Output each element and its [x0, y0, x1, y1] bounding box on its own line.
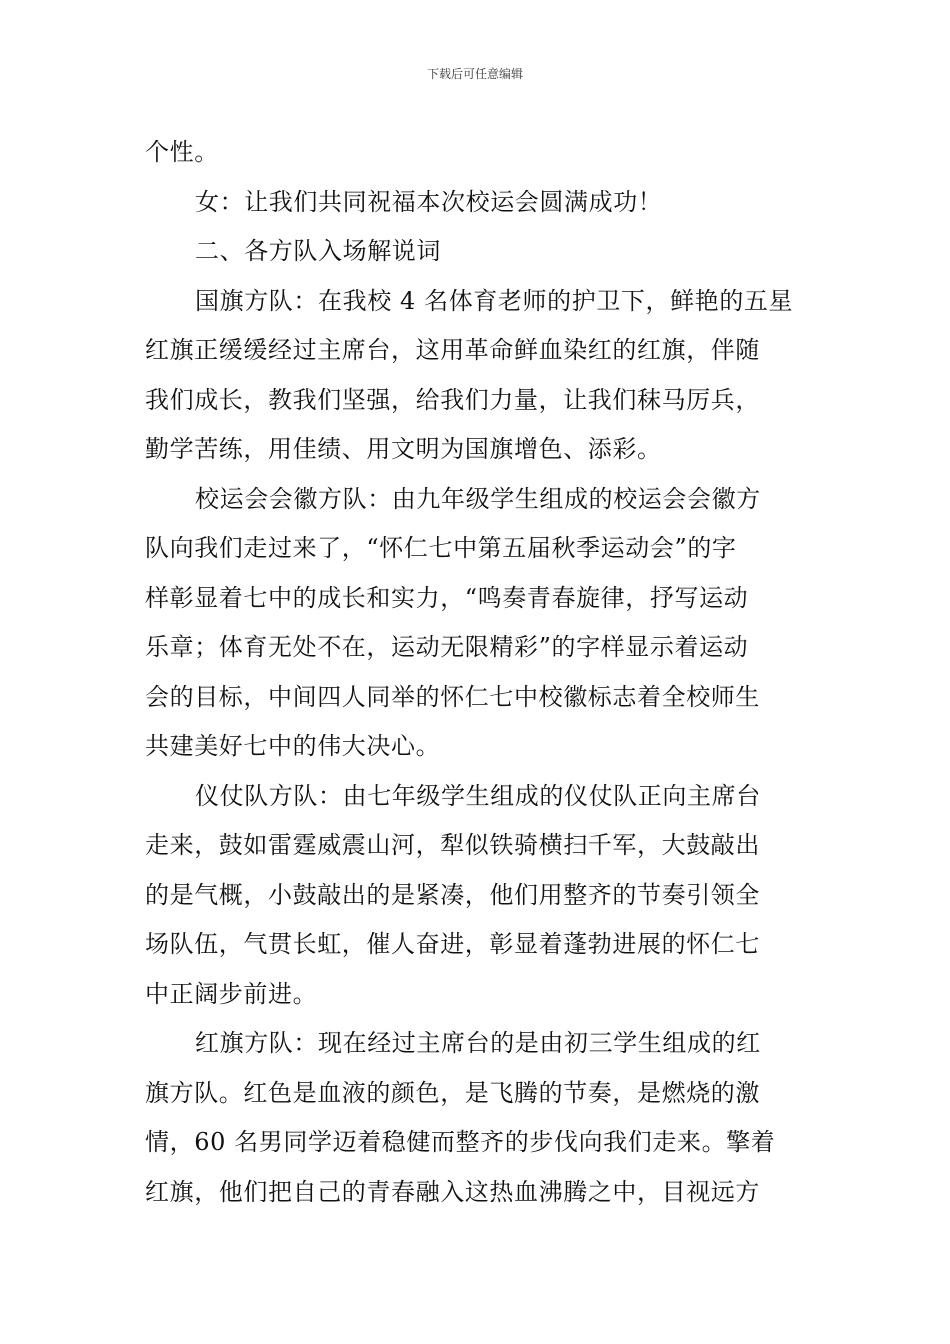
text-line: 共建美好七中的伟大决心。: [145, 732, 441, 760]
text-line: 红旗，他们把自己的青春融入这热血沸腾之中，目视远方: [145, 1177, 760, 1206]
text-line: 乐章；体育无处不在，运动无限精彩”的字样显示着运动: [145, 633, 749, 661]
text-line: 会的目标，中间四人同举的怀仁七中校徽标志着全校师生: [145, 682, 760, 711]
page-header: 下载后可任意编辑: [426, 67, 523, 81]
text-line: 女：让我们共同祝福本次校运会圆满成功！: [195, 187, 663, 216]
text-line: 场队伍，气贯长虹，催人奋进，彰显着蓬勃进展的怀仁七: [145, 930, 760, 958]
text-line: 国旗方队：在我校 4 名体育老师的护卫下，鲜艳的五星: [195, 286, 794, 315]
text-line: 个性。: [145, 138, 219, 166]
text-line: 样彰显着七中的成长和实力，“鸣奏青春旋律，抒写运动: [145, 583, 749, 612]
text-line: 走来，鼓如雷霆威震山河，犁似铁骑横扫千军，大鼓敲出: [145, 831, 760, 859]
text-line: 我们成长，教我们坚强，给我们力量，让我们秣马厉兵，: [145, 385, 760, 414]
text-line: 队向我们走过来了，“怀仁七中第五届秋季运动会”的字: [145, 534, 737, 562]
text-line: 校运会会徽方队：由九年级学生组成的校运会会徽方: [195, 484, 761, 513]
section-heading: 二、各方队入场解说词: [195, 237, 441, 265]
text-line: 的是气概，小鼓敲出的是紧凑，他们用整齐的节奏引领全: [145, 880, 760, 909]
text-line: 中正阔步前进。: [145, 979, 318, 1008]
text-line: 红旗正缓缓经过主席台，这用革命鲜血染红的红旗，伴随: [145, 336, 760, 364]
text-line: 旗方队。红色是血液的颜色，是飞腾的节奏，是燃烧的激: [145, 1078, 760, 1107]
text-line: 红旗方队：现在经过主席台的是由初三学生组成的红: [195, 1029, 761, 1057]
text-line: 情，60 名男同学迈着稳健而整齐的步伐向我们走来。擎着: [145, 1128, 776, 1156]
text-line: 仪仗队方队：由七年级学生组成的仪仗队正向主席台: [195, 781, 761, 810]
document-body: [145, 128, 810, 1217]
text-line: 勤学苦练，用佳绩、用文明为国旗增色、添彩。: [145, 435, 662, 463]
